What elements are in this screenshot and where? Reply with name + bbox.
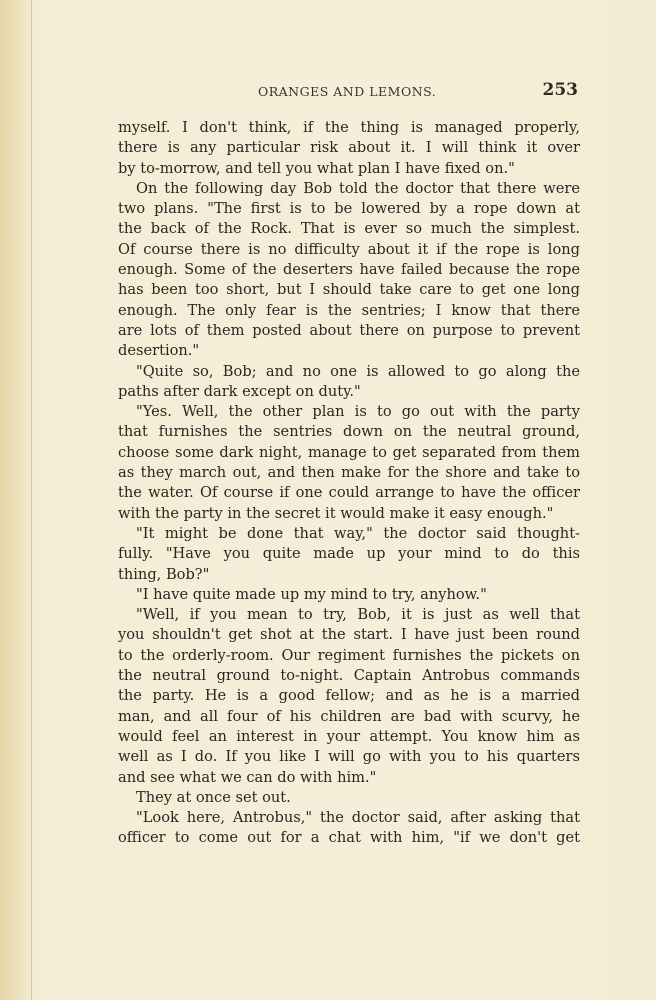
page-header xyxy=(118,80,580,102)
text-line: has been too short, but I should take care to get one long xyxy=(118,281,580,299)
text-line: as they march out, and then make for the shore and take to xyxy=(118,464,580,482)
text-line: man, and all four of his children are bad with scurvy, he xyxy=(118,707,580,725)
text-line: the party. He is a good fellow; and as he is a married xyxy=(118,687,580,705)
text-line: well as I do. If you like I will go with you to his quarters xyxy=(118,748,580,766)
text-line: and see what we can do with him." xyxy=(118,768,377,786)
text-line: enough. The only fear is the sentries; I know that there xyxy=(118,301,580,319)
text-line: two plans. "The first is to be lowered by a rope down at xyxy=(118,200,580,218)
text-line: that furnishes the sentries down on the neutral ground, xyxy=(118,423,580,441)
text-line: "Yes. Well, the other plan is to go out with the party xyxy=(136,403,580,421)
text-line: "Well, if you mean to try, Bob, it is just as well that xyxy=(136,606,580,624)
text-line: They at once set out. xyxy=(136,788,291,806)
text-line: you shouldn't get shot at the start. I have just been round xyxy=(118,626,580,644)
text-line: to the orderly-room. Our regiment furnishes the pickets on xyxy=(118,646,580,664)
running-head: ORANGES AND LEMONS. xyxy=(258,84,437,99)
gutter-edge xyxy=(31,0,32,1000)
page-number: 253 xyxy=(542,80,578,100)
text-line: are lots of them posted about there on purpose to prevent xyxy=(118,321,580,339)
text-line: myself. I don't think, if the thing is managed properly, xyxy=(118,119,580,136)
text-line: by to-morrow, and tell you what plan I have fixed on." xyxy=(118,159,515,177)
text-line: with the party in the secret it would make it easy enough." xyxy=(118,504,554,522)
text-line: would feel an interest in your attempt. You know him as xyxy=(118,727,580,745)
text-line: there is any particular risk about it. I will think it over xyxy=(118,139,580,157)
text-line: "I have quite made up my mind to try, anyhow." xyxy=(136,585,487,603)
text-line: desertion." xyxy=(118,342,200,360)
text-line: "It might be done that way," the doctor said thought- xyxy=(136,524,580,542)
text-line: "Quite so, Bob; and no one is allowed to go along the xyxy=(136,362,580,380)
text-line: On the following day Bob told the doctor that there were xyxy=(136,179,580,197)
text-line: "Look here, Antrobus," the doctor said, after asking that xyxy=(136,809,580,827)
text-line: thing, Bob?" xyxy=(118,565,210,583)
body-text xyxy=(118,118,580,849)
page-gutter xyxy=(0,0,30,1000)
text-line: the water. Of course if one could arrange to have the officer xyxy=(118,484,580,502)
text-line: enough. Some of the deserters have failed because the rope xyxy=(118,261,580,279)
text-line: paths after dark except on duty." xyxy=(118,382,361,400)
text-line: the back of the Rock. That is ever so much the simplest. xyxy=(118,220,580,238)
text-line: officer to come out for a chat with him, "if we don't get xyxy=(118,829,580,847)
text-line: fully. "Have you quite made up your mind to do this xyxy=(118,545,580,563)
text-line: the neutral ground to-night. Captain Antrobus commands xyxy=(118,667,580,685)
text-line: Of course there is no difficulty about it if the rope is long xyxy=(118,240,580,258)
text-line: choose some dark night, manage to get separated from them xyxy=(118,443,580,461)
